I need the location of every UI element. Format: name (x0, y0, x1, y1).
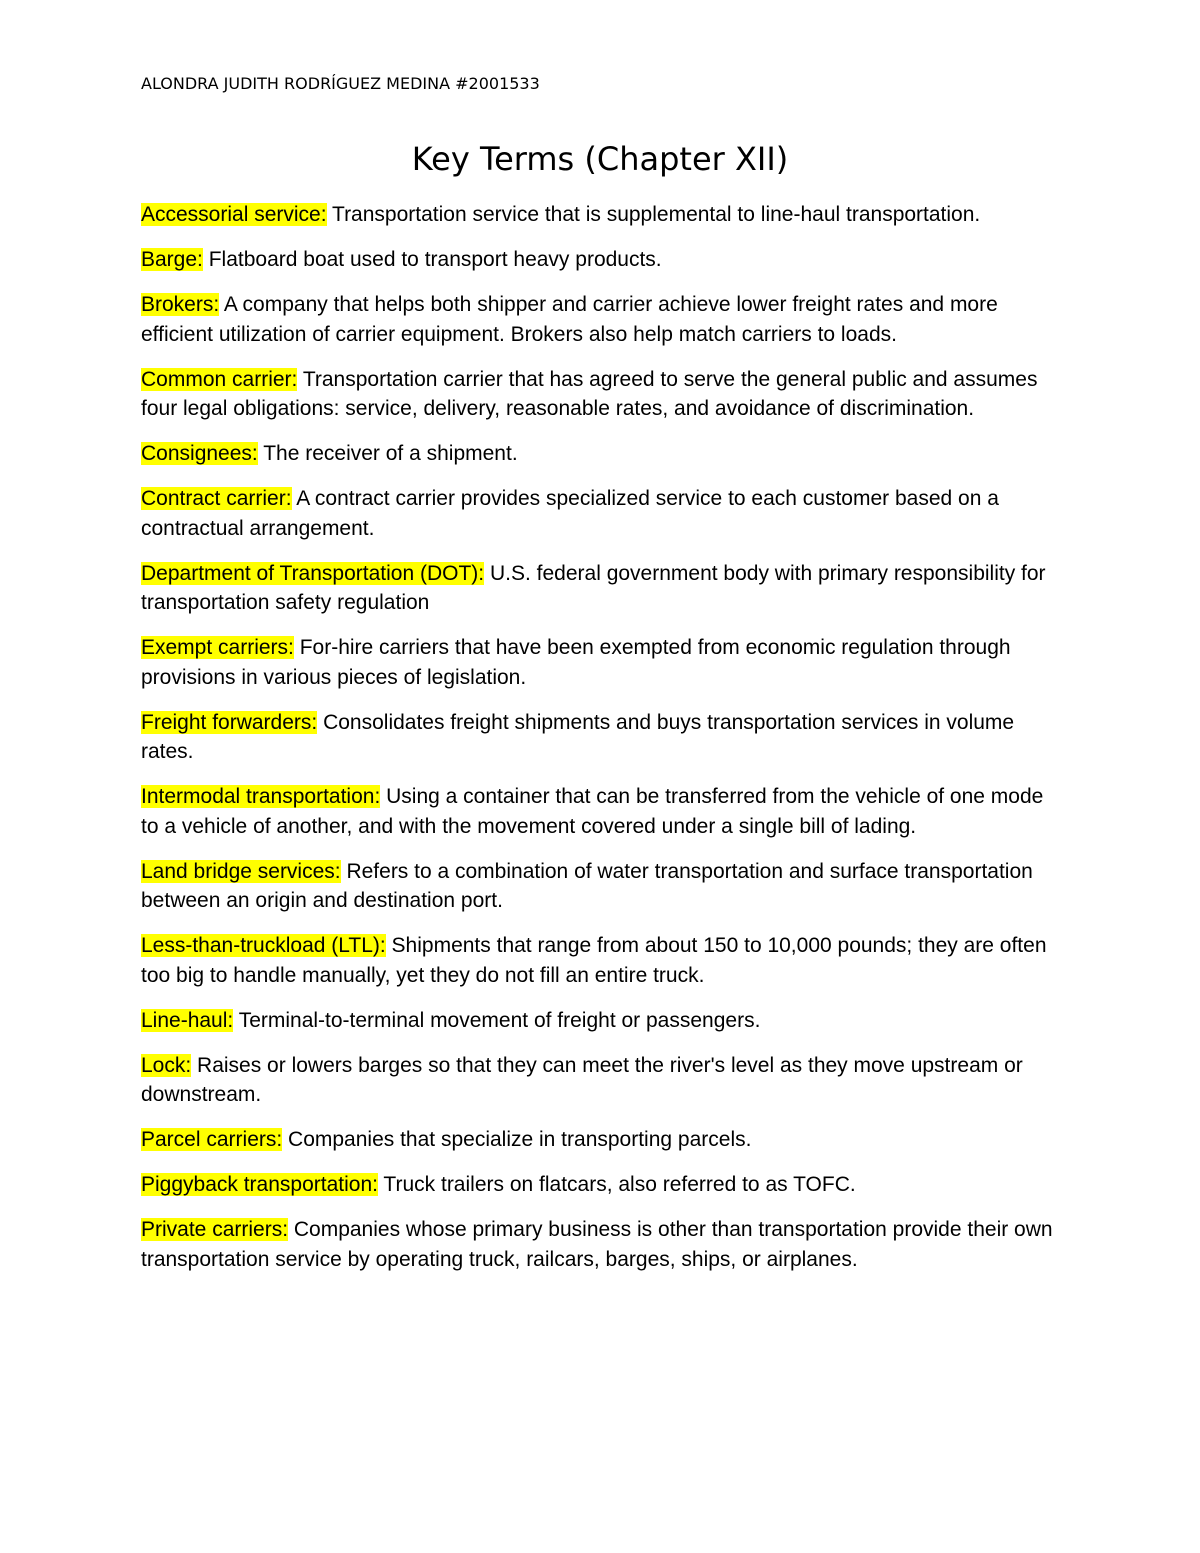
term-definition: Transportation carrier that has agreed to serve the general public and assumes four legal obligations: service, delivery, reasonable rates, and avoidance of discrimination. (141, 367, 1038, 420)
term-definition: Consolidates freight shipments and buys transportation services in volume rates. (141, 710, 1015, 763)
term-definition: The receiver of a shipment. (257, 442, 518, 465)
term-definition: Using a container that can be transferred from the vehicle of one mode to a vehicle of another, and with the movement covered under a single bill of lading. (141, 785, 1044, 838)
term-name: Less-than-truckload (LTL): (141, 934, 386, 957)
term-name: Land bridge services: (141, 859, 341, 883)
term-definition: A contract carrier provides specialized service to each customer based on a contractual arrangement. (141, 487, 999, 540)
term-entry (141, 439, 1066, 469)
term-definition: Terminal-to-terminal movement of freight or passengers. (233, 1008, 761, 1032)
term-name: Barge: (141, 248, 203, 271)
term-definition: Truck trailers on flatcars, also referred to as TOFC. (377, 1173, 856, 1196)
term-entry (141, 1051, 1066, 1110)
term-name: Freight forwarders: (141, 710, 318, 734)
term-name: Parcel carriers: (141, 1128, 283, 1151)
term-name: Intermodal transportation: (141, 785, 381, 808)
term-definition: Refers to a combination of water transportation and surface transportation between an origin and destination port. (141, 859, 1033, 912)
term-definition: U.S. federal government body with primary responsibility for transportation safety regulation (141, 561, 1046, 614)
page-title: Key Terms (Chapter XII) (411, 140, 789, 178)
term-entry (141, 1125, 1066, 1155)
key-terms-list (141, 200, 1066, 1290)
author-header: ALONDRA JUDITH RODRÍGUEZ MEDINA #2001533 (141, 74, 540, 93)
term-entry (141, 782, 1066, 841)
term-name: Common carrier: (141, 367, 298, 391)
term-entry (141, 931, 1066, 990)
term-entry (141, 708, 1066, 767)
term-entry (141, 1006, 1066, 1036)
term-name: Lock: (141, 1053, 192, 1077)
term-entry (141, 1170, 1066, 1200)
term-definition: Transportation service that is supplemental to line-haul transportation. (326, 203, 981, 226)
term-definition: Raises or lowers barges so that they can meet the river's level as they move upstream or downstream. (141, 1053, 1023, 1106)
term-definition: Flatboard boat used to transport heavy products. (202, 248, 662, 271)
term-entry (141, 559, 1066, 618)
term-entry (141, 365, 1066, 424)
term-entry (141, 200, 1066, 230)
term-definition: Companies whose primary business is other than transportation provide their own transportation service by operating truck, railcars, barges, ships, or airplanes. (141, 1218, 1053, 1271)
term-entry (141, 290, 1066, 349)
term-name: Accessorial service: (141, 203, 327, 226)
term-name: Consignees: (141, 442, 258, 465)
term-name: Department of Transportation (DOT): (141, 561, 485, 585)
term-name: Piggyback transportation: (141, 1173, 378, 1196)
term-name: Exempt carriers: (141, 636, 294, 659)
term-entry (141, 245, 1066, 275)
term-name: Line-haul: (141, 1008, 234, 1032)
term-name: Brokers: (141, 293, 220, 316)
term-entry (141, 857, 1066, 916)
term-name: Private carriers: (141, 1218, 289, 1241)
term-entry (141, 633, 1066, 692)
term-definition: Shipments that range from about 150 to 10,000 pounds; they are often too big to handle manually, yet they do not fill an entire truck. (141, 934, 1047, 987)
term-definition: A company that helps both shipper and carrier achieve lower freight rates and more efficient utilization of carrier equipment. Brokers also help match carriers to loads. (141, 293, 998, 346)
term-entry (141, 484, 1066, 543)
term-definition: Companies that specialize in transporting parcels. (282, 1128, 752, 1151)
term-definition: For-hire carriers that have been exempted from economic regulation through provisions in various pieces of legislation. (141, 636, 1011, 689)
term-name: Contract carrier: (141, 487, 292, 510)
term-entry (141, 1215, 1066, 1274)
